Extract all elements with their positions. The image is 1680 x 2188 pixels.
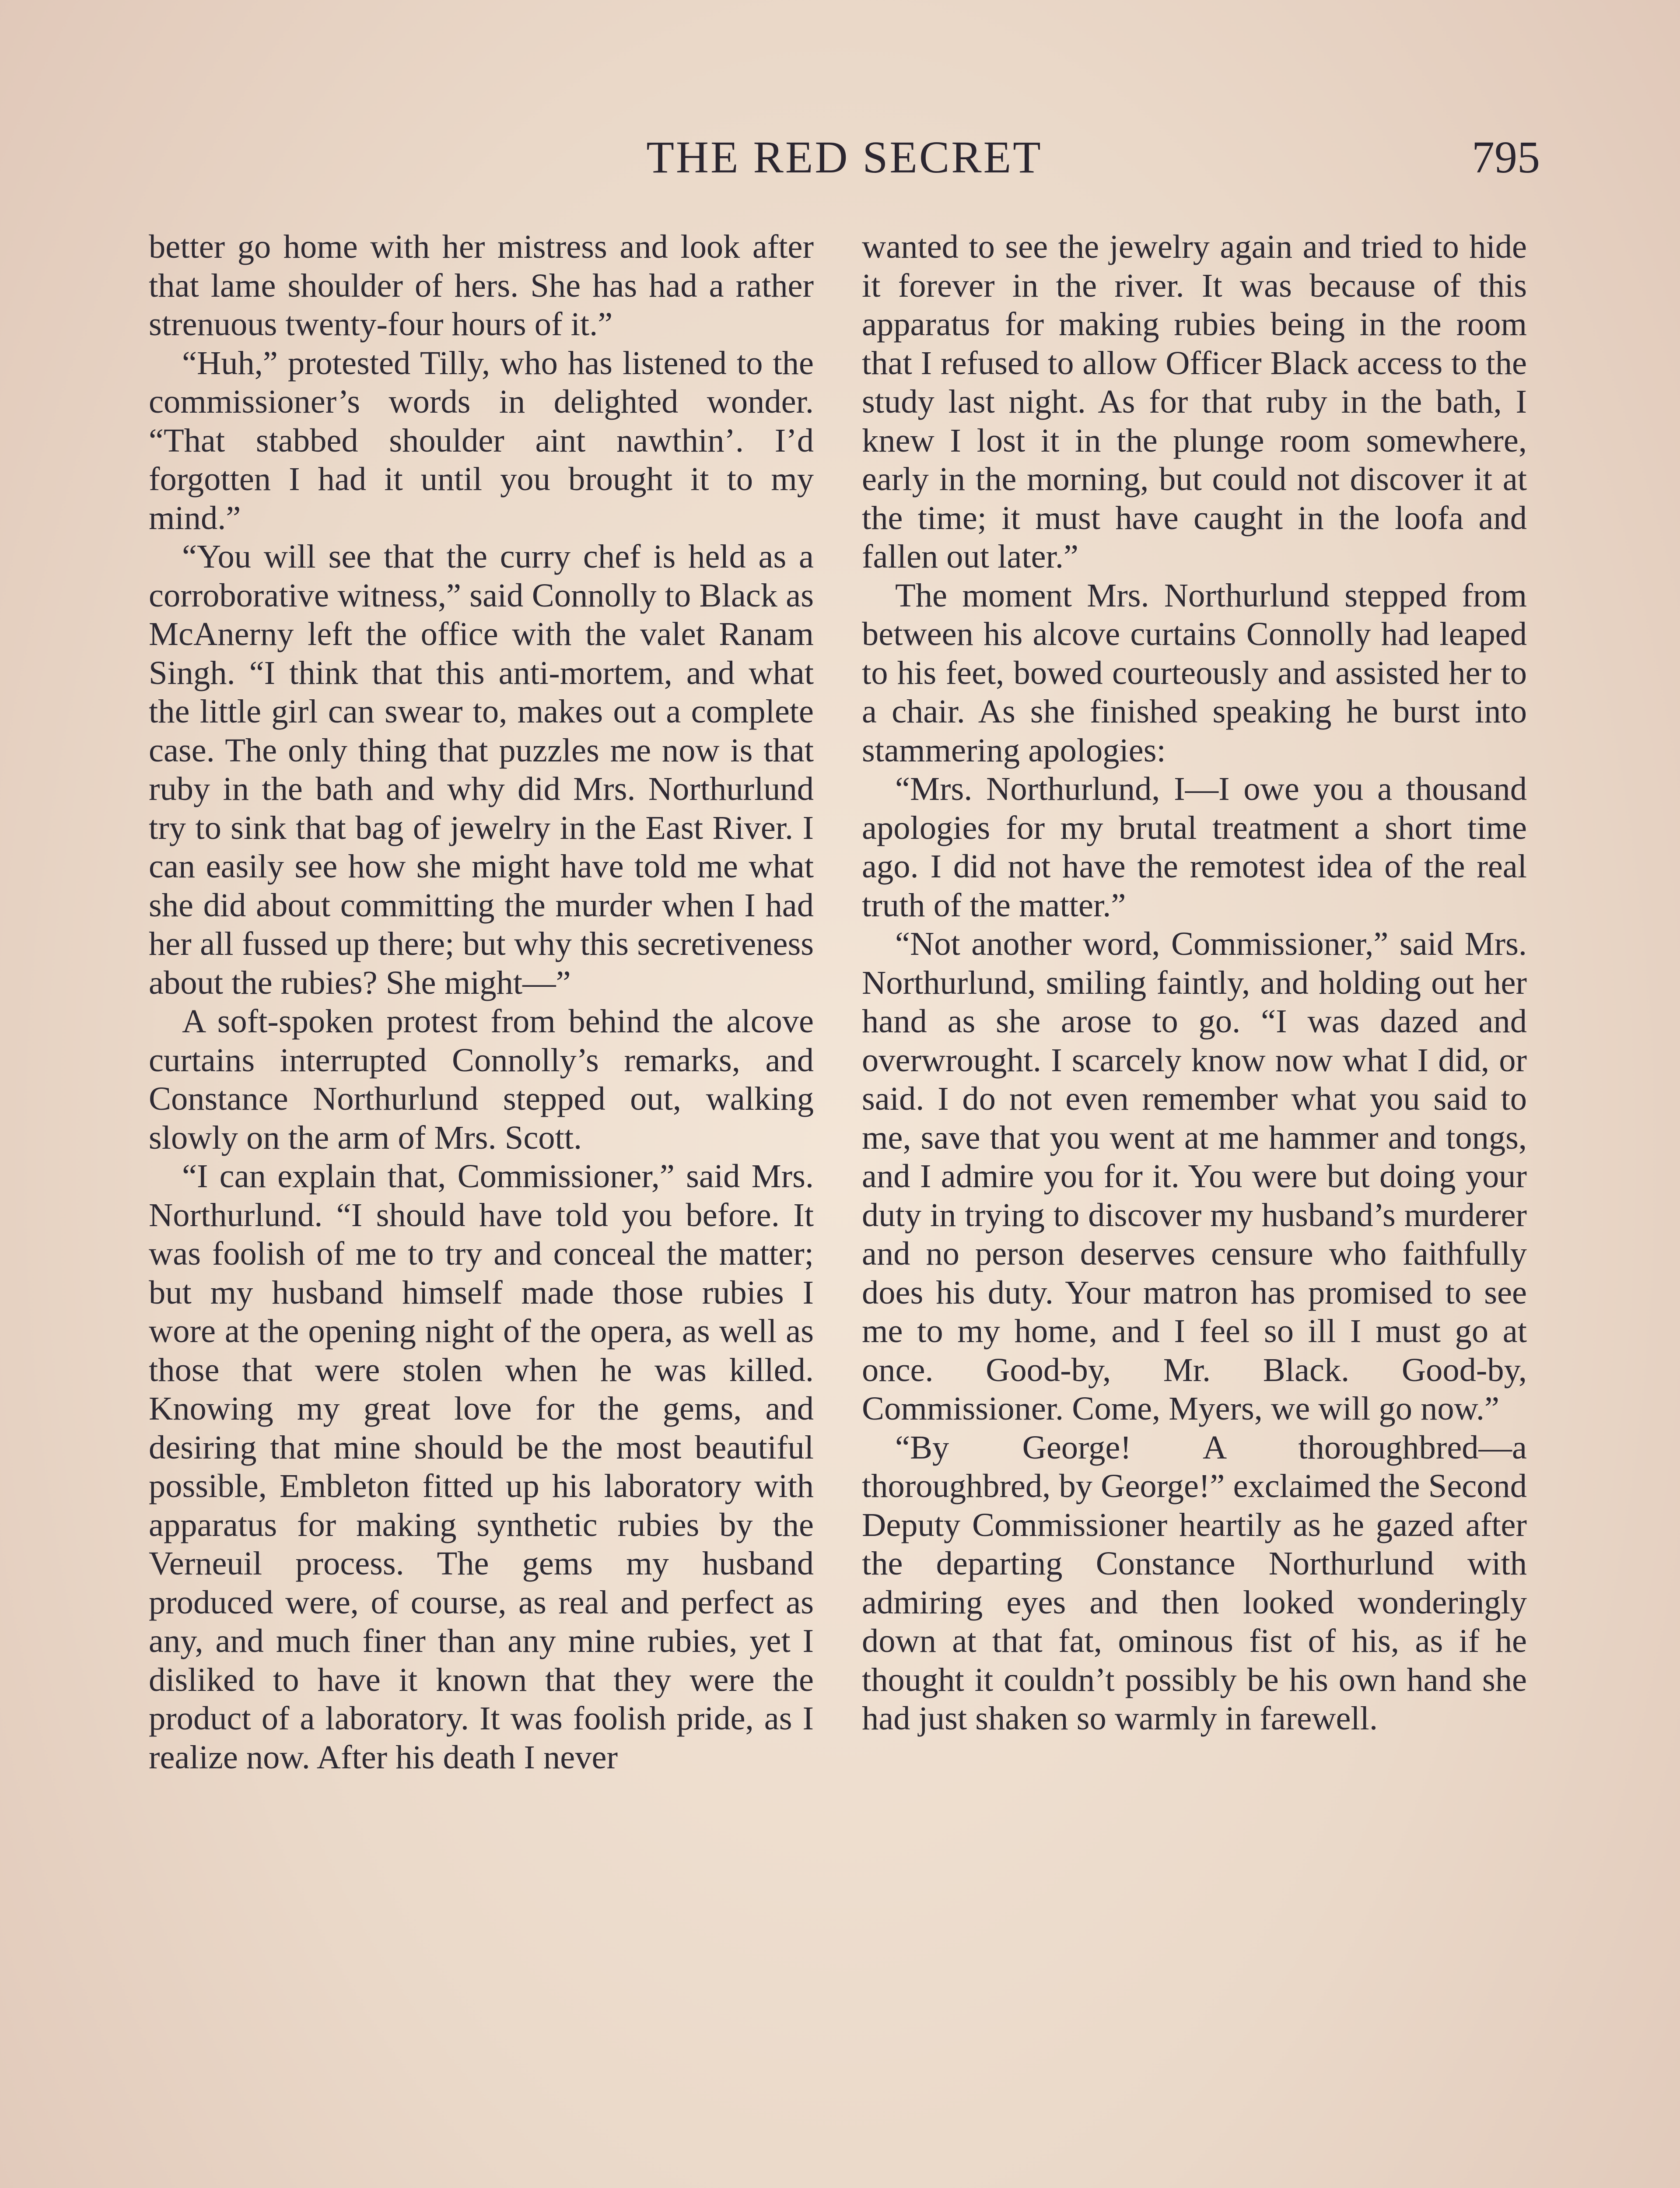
paragraph: “Not another word, Commissioner,” said Mrs. Northurlund, smiling faintly, and holding out her hand as she arose to go. “I was dazed and overwrought. I scarcely know now what I did, or said. I do not even remember what you said to me, save that you went at me hammer and tongs, and I admire you for it. You were but doing your duty in trying to discover my husband’s murderer and no person deserves censure who faithfully does his duty. Your matron has promised to see me to my home, and I feel so ill I must go at once. Good-by, Mr. Black. Good-by, Commissioner. Come, Myers, we will go now.”	[862, 925, 1527, 1427]
page-header	[149, 127, 1540, 188]
paragraph: wanted to see the jewelry again and tried to hide it forever in the river. It was because of this apparatus for making rubies being in the room that I refused to allow Officer Black access to the study last night. As for that ruby in the bath, I knew I lost it in the plunge room somewhere, early in the morning, but could not discover it at the time; it must have caught in the loofa and fallen out later.”	[862, 228, 1527, 575]
paragraph: “I can explain that, Commissioner,” said Mrs. Northurlund. “I should have told you before. It was foolish of me to try and conceal the matter; but my husband himself made those rubies I wore at the opening night of the opera, as well as those that were stolen when he was killed. Knowing my great love for the gems, and desiring that mine should be the most beautiful possible, Embleton fitted up his laboratory with apparatus for making synthetic rubies by the Verneuil process. The gems my husband produced were, of course, as real and perfect as any, and much finer than any mine rubies, yet I disliked to have it known that they were the product of a laboratory. It was foolish pride, as I realize now. After his death I never	[149, 1157, 814, 1776]
paragraph: The moment Mrs. Northurlund stepped from between his alcove curtains Connolly had leaped to his feet, bowed courteously and assisted her to a chair. As she finished speaking he burst into stammering apologies:	[862, 576, 1527, 769]
right-column	[862, 228, 1527, 1738]
paragraph: “By George! A thoroughbred—a thoroughbred, by George!” exclaimed the Second Deputy Commissioner heartily as he gazed after the departing Constance Northurlund with admiring eyes and then looked wonderingly down at that fat, ominous fist of his, as if he thought it couldn’t possibly be his own hand she had just shaken so warmly in farewell.	[862, 1428, 1527, 1737]
left-column	[149, 228, 814, 1777]
paragraph: “Mrs. Northurlund, I—I owe you a thousand apologies for my brutal treatment a short time ago. I did not have the remotest idea of the real truth of the matter.”	[862, 770, 1527, 924]
paragraph: “Huh,” protested Tilly, who has listened to the commissioner’s words in delighted wonder. “That stabbed shoulder aint nawthin’. I’d forgotten I had it until you brought it to my mind.”	[149, 344, 814, 536]
page-number: 795	[1472, 132, 1540, 182]
running-title: THE RED SECRET	[646, 132, 1043, 182]
paragraph: “You will see that the curry chef is held as a corroborative witness,” said Connolly to Black as McAnerny left the office with the valet Ranam Singh. “I think that this anti-mortem, and what the little girl can swear to, makes out a complete case. The only thing that puzzles me now is that ruby in the bath and why did Mrs. Northurlund try to sink that bag of jewelry in the East River. I can easily see how she might have told me what she did about committing the murder when I had her all fussed up there; but why this secretiveness about the rubies? She might—”	[149, 538, 814, 1001]
paragraph: A soft-spoken protest from behind the alcove curtains interrupted Connolly’s remarks, and Constance Northurlund stepped out, walking slowly on the arm of Mrs. Scott.	[149, 1003, 814, 1156]
paragraph: better go home with her mistress and look after that lame shoulder of hers. She has had a rather strenuous twenty-four hours of it.”	[149, 228, 814, 343]
